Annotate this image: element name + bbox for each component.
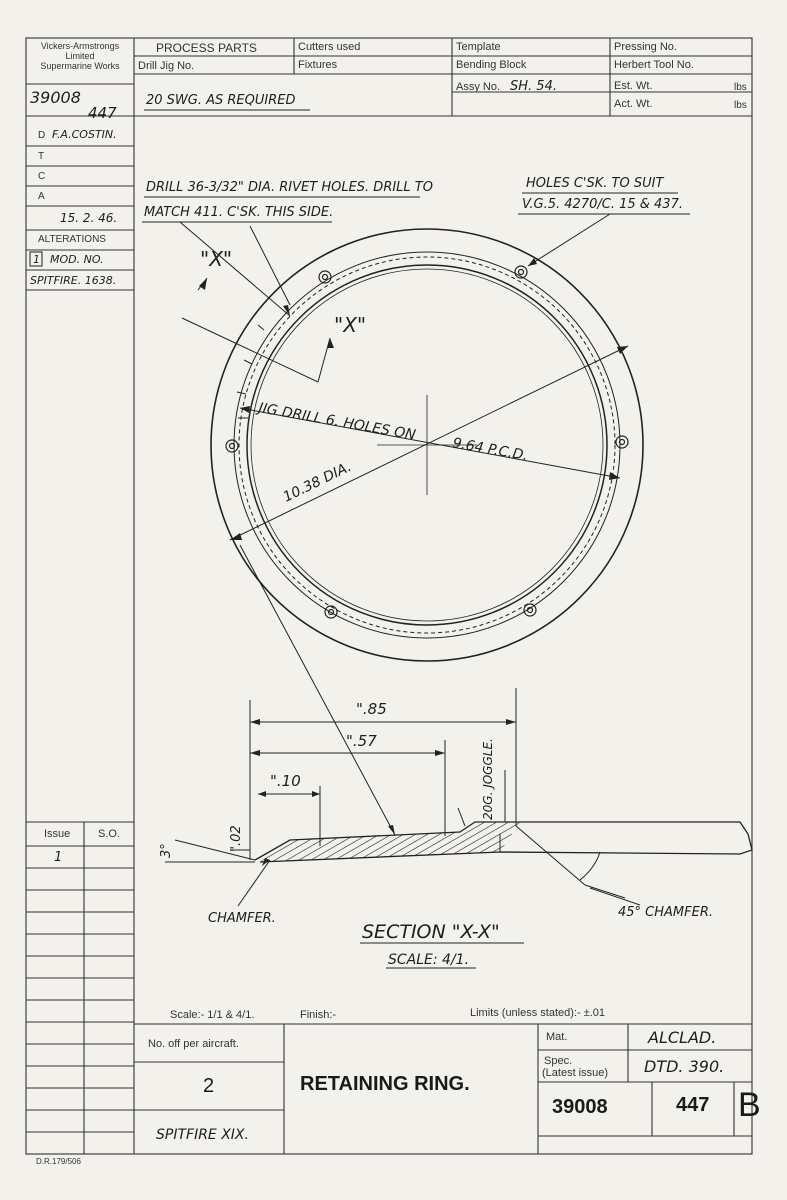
issue-letter: B (738, 1086, 761, 1124)
scale-field: Scale:- 1/1 & 4/1. (170, 1009, 255, 1021)
limits-field: Limits (unless stated):- ±.01 (470, 1007, 606, 1019)
issue-header: Issue (44, 828, 71, 840)
drawing-number-block: 39008 (552, 1096, 608, 1118)
aircraft-reference: SPITFIRE. 1638. (30, 274, 117, 287)
dim-57: ".57 (346, 732, 377, 750)
no-off-label: No. off per aircraft. (148, 1038, 239, 1050)
no-off-value: 2 (203, 1075, 215, 1097)
template-label: Template (456, 41, 501, 53)
jig-drill-note: JIG DRILL 6. HOLES ON (257, 400, 417, 444)
checked-label: C (38, 171, 46, 182)
alterations-label: ALTERATIONS (38, 234, 106, 245)
part-name: RETAINING RING. (300, 1073, 470, 1095)
section-marker-lower: "X" (334, 313, 367, 337)
material-label: Mat. (546, 1031, 568, 1043)
mod-count: 1 (33, 253, 40, 266)
est-wt-label: Est. Wt. (614, 80, 653, 92)
drawing-number: 39008 (30, 88, 81, 107)
act-wt-unit: lbs (734, 100, 747, 111)
pcd-dimension: 9.64 P.C.D. (451, 435, 529, 465)
dim-02: ".02 (229, 825, 244, 852)
mod-no-label: MOD. NO. (50, 253, 104, 266)
sheet-number-block: 447 (676, 1094, 710, 1116)
section-scale: SCALE: 4/1. (388, 952, 470, 968)
dim-3deg: 3° (159, 843, 174, 858)
section-title: SECTION "X-X" (362, 921, 500, 943)
spec-value: DTD. 390. (644, 1057, 725, 1076)
rivet-note-line2: MATCH 411. C'SK. THIS SIDE. (144, 205, 334, 220)
sheet-number: 447 (88, 104, 117, 122)
csk-note-line2: V.G.5. 4270/C. 15 & 437. (522, 197, 683, 212)
process-parts-label: PROCESS PARTS (156, 41, 257, 55)
herbert-tool-label: Herbert Tool No. (614, 59, 694, 71)
company-line1: Vickers-Armstrongs (40, 41, 120, 51)
chamfer-45-label: 45° CHAMFER. (618, 905, 713, 920)
est-wt-unit: lbs (734, 82, 747, 93)
company-line3: Supermarine Works (40, 61, 120, 71)
joggle-label: 20G. JOGGLE. (481, 738, 495, 820)
act-wt-label: Act. Wt. (614, 98, 653, 110)
chamfer-label: CHAMFER. (208, 911, 276, 926)
spec-label: Spec. (544, 1055, 573, 1067)
company-name (27, 41, 133, 71)
so-header: S.O. (98, 828, 121, 840)
assy-no-label: Assy No. (456, 81, 501, 93)
aircraft-type: SPITFIRE XIX. (156, 1127, 249, 1143)
pressing-no-label: Pressing No. (614, 41, 677, 53)
drill-jig-label: Drill Jig No. (138, 60, 195, 72)
material-value: ALCLAD. (648, 1028, 717, 1047)
drawn-prefix: D (38, 130, 46, 141)
rivet-note-line1: DRILL 36-3/32" DIA. RIVET HOLES. DRILL TO (146, 180, 433, 195)
dim-85: ".85 (356, 700, 387, 718)
drawing-date: 15. 2. 46. (60, 211, 118, 225)
company-line2: Limited (65, 51, 95, 61)
traced-label: T (38, 151, 45, 162)
bending-block-label: Bending Block (456, 59, 527, 71)
section-marker-upper: "X" (200, 247, 233, 271)
material-note: 20 SWG. AS REQUIRED (146, 93, 296, 108)
drawn-by: F.A.COSTIN. (52, 128, 117, 141)
finish-field: Finish:- (300, 1009, 337, 1021)
approved-label: A (38, 191, 45, 202)
fixtures-label: Fixtures (298, 59, 338, 71)
issue-value: 1 (54, 850, 63, 865)
dia-dimension: 10.38 DIA. (280, 458, 355, 506)
footer-code: D.R.179/506 (36, 1157, 81, 1166)
spec-sub-label: (Latest issue) (542, 1067, 609, 1079)
csk-note-line1: HOLES C'SK. TO SUIT (526, 176, 664, 191)
assy-no-value: SH. 54. (510, 79, 557, 94)
dim-10: ".10 (270, 772, 301, 790)
cutters-used-label: Cutters used (298, 41, 361, 53)
